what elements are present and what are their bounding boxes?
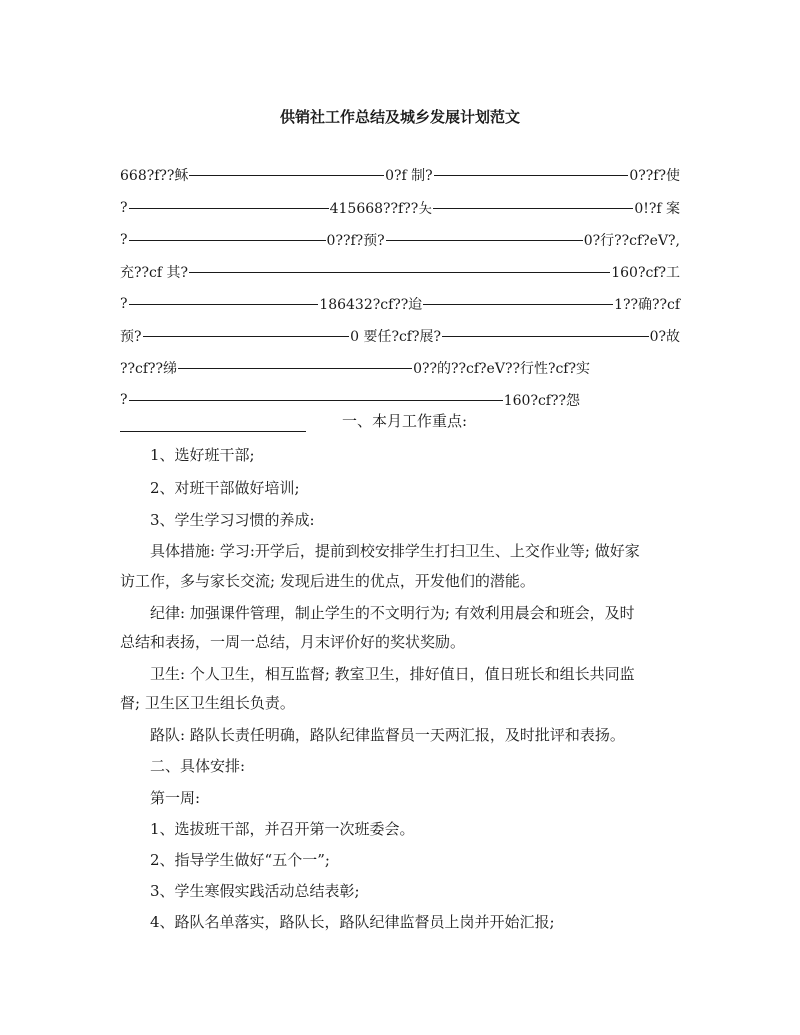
- garbled-text: 186432?cf??迨: [319, 297, 423, 313]
- rule-segment: [423, 304, 613, 305]
- section-rule: [120, 431, 306, 432]
- garbled-text: 0 要任?cf?展?: [350, 329, 441, 345]
- garbled-text: 0?f 制?: [385, 168, 433, 184]
- garbled-text: ?: [120, 296, 128, 312]
- measure-study-line-1: 具体措施: 学习:开学后，提前到校安排学生打扫卫生、上交作业等; 做好家: [150, 542, 640, 560]
- list-item: 2、对班干部做好培训;: [150, 479, 300, 497]
- list-item: 2、指导学生做好“五个一”;: [150, 851, 330, 869]
- list-item: 1、选好班干部;: [150, 446, 255, 464]
- rule-segment: [129, 304, 319, 305]
- measure-hygiene-line-1: 卫生: 个人卫生，相互监督; 教室卫生，排好值日，值日班长和组长共同监: [150, 665, 635, 683]
- rule-segment: [178, 368, 412, 369]
- garbled-text: 预?: [120, 329, 142, 345]
- garbled-line-4: [120, 261, 680, 283]
- garbled-text: ??cf??绨: [120, 361, 178, 377]
- document-title: 供销社工作总结及城乡发展计划范文: [279, 108, 520, 126]
- garbled-line-1: [120, 164, 680, 186]
- measure-discipline-line-1: 纪律: 加强课件管理，制止学生的不文明行为; 有效利用晨会和班会，及时: [150, 604, 635, 622]
- garbled-text: ?: [120, 392, 128, 408]
- measure-discipline-line-2: 总结和表扬，一周一总结，月末评价好的奖状奖励。: [120, 633, 466, 651]
- garbled-line-6: [120, 325, 680, 347]
- garbled-line-7: [120, 357, 590, 379]
- garbled-text: 1??确??cf: [614, 297, 681, 313]
- garbled-text: ?: [120, 200, 128, 216]
- garbled-text: 0?故: [649, 329, 680, 345]
- garbled-text: 0??f?预?: [326, 233, 385, 249]
- rule-segment: [143, 336, 350, 337]
- rule-segment: [442, 336, 649, 337]
- garbled-text: 0??的??cf?eV??行性?cf?实: [413, 361, 590, 377]
- garbled-text: ?: [120, 232, 128, 248]
- garbled-line-5: [120, 293, 680, 315]
- garbled-text: 160?cf?工: [611, 265, 680, 281]
- rule-segment: [129, 240, 326, 241]
- list-item: 3、学生寒假实践活动总结表彰;: [150, 882, 360, 900]
- rule-segment: [129, 400, 503, 401]
- rule-segment: [129, 208, 329, 209]
- rule-segment: [189, 272, 610, 273]
- section-heading-1: 一、本月工作重点:: [342, 412, 468, 430]
- garbled-line-2: [120, 197, 680, 219]
- rule-segment: [434, 175, 629, 176]
- measure-study-line-2: 访工作，多与家长交流; 发现后进生的优点，开发他们的潜能。: [120, 572, 535, 590]
- garbled-text: 415668??f??夨: [329, 201, 433, 217]
- list-item: 4、路队名单落实，路队长，路队纪律监督员上岗并开始汇报;: [150, 913, 555, 931]
- garbled-text: 0!?f 案: [634, 201, 680, 217]
- garbled-text: 充??cf 其?: [120, 265, 188, 281]
- garbled-line-3: [120, 229, 680, 251]
- measure-queue-line-1: 路队: 路队长责任明确，路队纪律监督员一天两汇报，及时批评和表扬。: [150, 726, 625, 744]
- list-item: 1、选拔班干部，并召开第一次班委会。: [150, 820, 415, 838]
- rule-segment: [386, 240, 583, 241]
- week-label: 第一周:: [150, 789, 201, 807]
- garbled-text: 0??f?使: [629, 168, 680, 184]
- measure-hygiene-line-2: 督; 卫生区卫生组长负责。: [120, 694, 295, 712]
- rule-segment: [189, 175, 384, 176]
- garbled-text: 668?f??稣: [120, 168, 189, 184]
- section-heading-2: 二、具体安排:: [150, 757, 246, 775]
- rule-segment: [433, 208, 633, 209]
- garbled-text: 0?行??cf?eV?,: [583, 233, 681, 249]
- list-item: 3、学生学习习惯的养成:: [150, 511, 315, 529]
- garbled-text: 160?cf??怨: [503, 393, 580, 409]
